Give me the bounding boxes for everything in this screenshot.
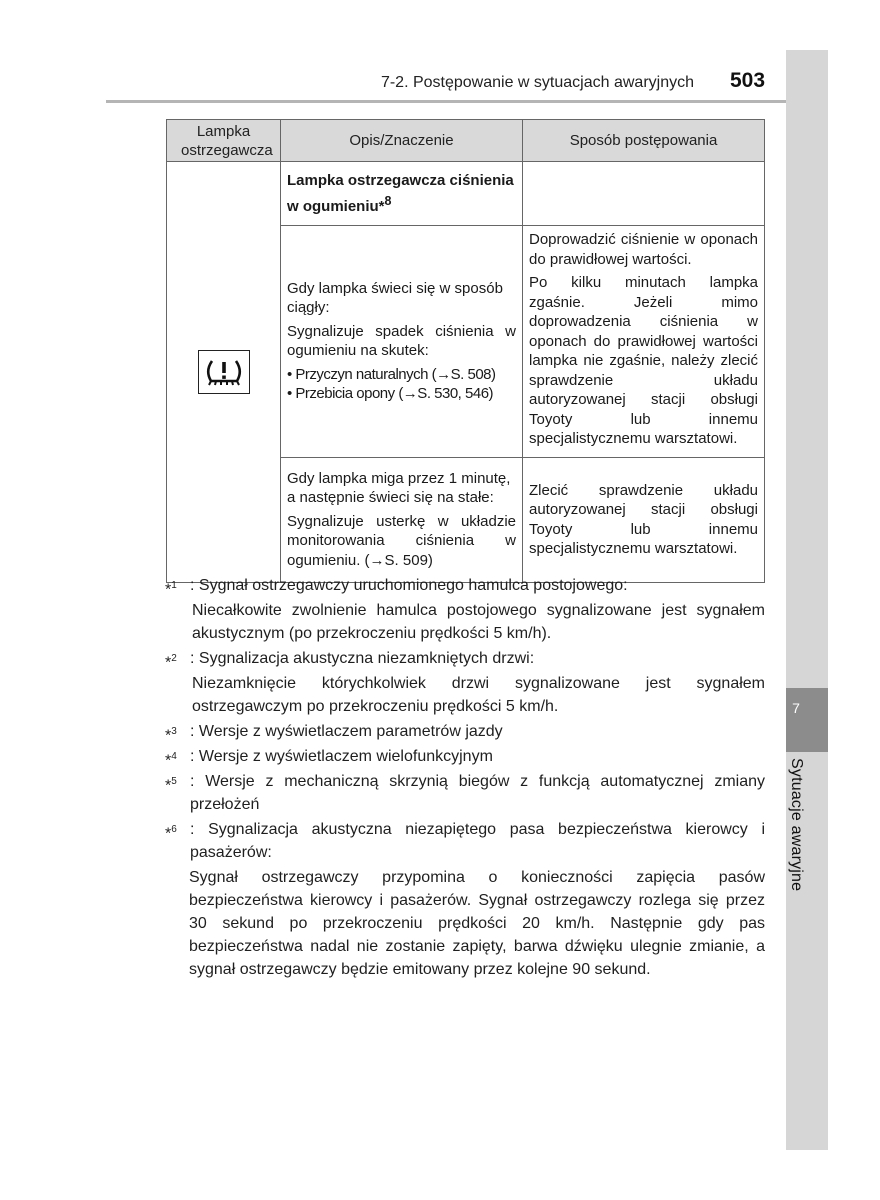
icon-cell bbox=[167, 162, 281, 583]
chapter-name: Sytuacje awaryjne bbox=[788, 758, 805, 892]
lamp-title-footnote: 8 bbox=[384, 193, 392, 208]
footnote-marker: *$^4$ bbox=[165, 751, 177, 770]
cause-bullet: • Przebicia opony (→S. 530, 546) bbox=[287, 385, 494, 403]
footnote-body: Niezamknięcie którychkolwiek drzwi sygnalizowane jest sygnałem ostrzegawczym po przekroczeniu prędkości 5 km/h. bbox=[192, 675, 765, 715]
meaning-text: Sygnalizuje usterkę w układzie monitorowania ciśnienia w ogumieniu. (→S. 509) bbox=[287, 512, 516, 569]
table-header-row bbox=[167, 120, 765, 162]
warning-lights-table bbox=[166, 119, 765, 583]
footnote bbox=[165, 720, 765, 743]
page-number: 503 bbox=[730, 69, 766, 92]
meaning-text: Sygnalizuje spadek ciśnienia w ogumieniu na skutek: bbox=[287, 322, 516, 360]
cause-bullet: • Przyczyn naturalnych (→S. 508) bbox=[287, 365, 496, 383]
footnote bbox=[165, 770, 765, 816]
description-cell bbox=[281, 226, 523, 458]
footnote bbox=[165, 647, 765, 670]
section-title: 7-2. Postępowanie w sytuacjach awaryjnych bbox=[380, 74, 694, 91]
action-text: Doprowadzić ciśnienie w oponach do prawidłowej wartości. bbox=[529, 231, 758, 268]
footnotes bbox=[165, 574, 765, 981]
footnote-marker: *$^1$ bbox=[165, 580, 177, 599]
footnote bbox=[165, 745, 765, 768]
lamp-title: Lampka ostrzegawcza ciśnienia w ogumieniu* bbox=[287, 171, 514, 215]
footnote-marker: *$^3$ bbox=[165, 726, 177, 745]
footnote-text: : Sygnalizacja akustyczna niezamkniętych drzwi: bbox=[190, 650, 535, 667]
action-cell bbox=[523, 226, 765, 458]
column-header-description: Opis/Znaczenie bbox=[281, 120, 523, 162]
footnote bbox=[165, 818, 765, 864]
footnote bbox=[165, 574, 765, 597]
condition-text: Gdy lampka świeci się w sposób ciągły: bbox=[287, 279, 503, 317]
side-strip bbox=[786, 50, 828, 1150]
tire-pressure-warning-icon bbox=[198, 350, 250, 394]
chapter-tab bbox=[786, 688, 828, 752]
column-header-action: Sposób postępowania bbox=[523, 120, 765, 162]
table-row bbox=[167, 162, 765, 226]
column-header-lamp: Lampka ostrzegawcza bbox=[167, 120, 281, 162]
description-cell bbox=[281, 457, 523, 582]
footnote-marker: *$^6$ bbox=[165, 824, 177, 843]
action-text: Zlecić sprawdzenie układu autoryzowanej stacji obsługi Toyoty lub innemu specjalistycznemu warsztatowi. bbox=[529, 481, 758, 557]
footnote-body: Niecałkowite zwolnienie hamulca postojowego sygnalizowane jest sygnałem akustycznym (po przekroczeniu prędkości 5 km/h). bbox=[192, 602, 765, 642]
header-divider bbox=[106, 100, 786, 103]
empty-cell bbox=[523, 162, 765, 226]
footnote-text: : Sygnał ostrzegawczy uruchomionego hamulca postojowego: bbox=[190, 577, 628, 594]
footnote-text: : Sygnalizacja akustyczna niezapiętego pasa bezpieczeństwa kierowcy i pasażerów: bbox=[190, 821, 765, 861]
condition-text: Gdy lampka miga przez 1 minutę, a następnie świeci się na stałe: bbox=[287, 469, 511, 507]
lamp-title-cell bbox=[281, 162, 523, 226]
footnote-marker: *$^5$ bbox=[165, 776, 177, 795]
footnote-text: : Wersje z wyświetlaczem wielofunkcyjnym bbox=[190, 748, 493, 765]
chapter-number: 7 bbox=[792, 700, 800, 716]
footnote-body: Sygnał ostrzegawczy przypomina o konieczności zapięcia pasów bezpieczeństwa kierowcy i pasażerów. Sygnał ostrzegawczy rozlega się przez 30 sekund po przekroczeniu prędkości 20 km/h. Następnie gdy pas bezpieczeństwa nadal nie zostanie zapięty, barwa dźwięku ulegnie zmianie, a sygnał ostrzegawczy będzie emitowany przez kolejne 90 sekund. bbox=[189, 869, 765, 978]
footnote-marker: *$^2$ bbox=[165, 653, 177, 672]
action-cell bbox=[523, 457, 765, 582]
footnote-text: : Wersje z wyświetlaczem parametrów jazdy bbox=[190, 723, 503, 740]
action-text: Po kilku minutach lampka zgaśnie. Jeżeli mimo doprowadzenia ciśnienia w oponach do prawidłowej wartości lampka nie zgaśnie, należy zlecić sprawdzenie układu autoryzowanej stacji obsługi Toyoty lub innemu specjalistycznemu warsztatowi. bbox=[529, 274, 758, 447]
footnote-text: : Wersje z mechaniczną skrzynią biegów z funkcją automatycznej zmiany przełożeń bbox=[190, 773, 765, 813]
